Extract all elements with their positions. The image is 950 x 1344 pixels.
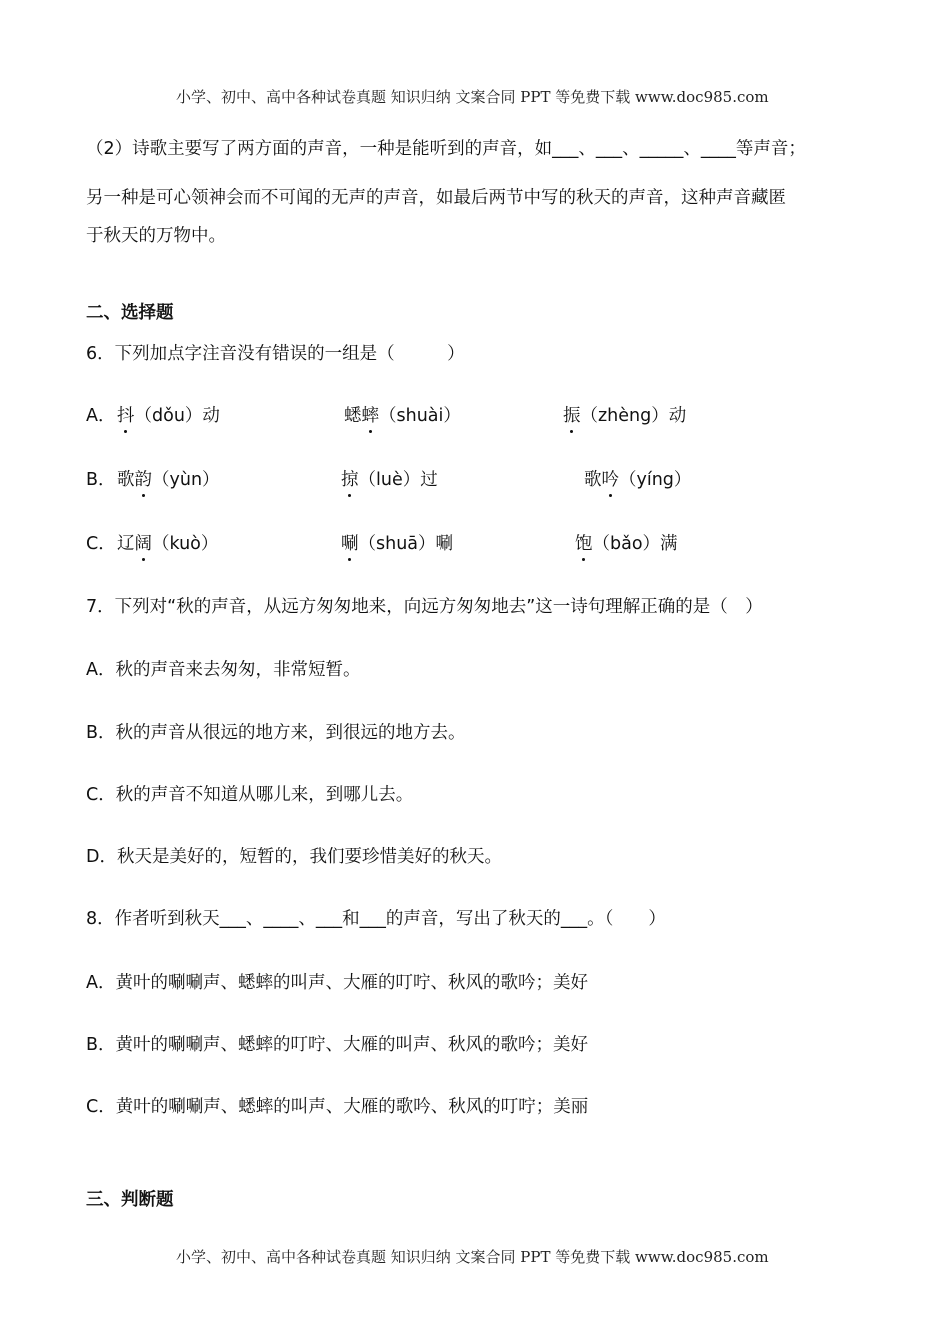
q7-option-b: B．秋的声音从很远的地方来，到很远的地方去。 (86, 723, 466, 743)
page-footer: 小学、初中、高中各种试卷真题 知识归纳 文案合同 PPT 等免费下载 www.doc985.com (176, 1248, 769, 1266)
dotted-char: 饱 (575, 534, 593, 554)
intro-line-3: 于秋天的万物中。 (86, 226, 226, 246)
q8-option-c: C．黄叶的唰唰声、蟋蟀的叫声、大雁的歌吟、秋风的叮咛；美丽 (86, 1097, 589, 1117)
dotted-char: 唰 (341, 534, 359, 554)
section-title-choice: 二、选择题 (86, 303, 174, 323)
section-title-judgement: 三、判断题 (86, 1190, 174, 1210)
q6-option-c-label: C． (86, 534, 116, 554)
q7-option-d: D．秋天是美好的，短暂的，我们要珍惜美好的秋天。 (86, 847, 502, 867)
q6-option-c-item-3 (575, 536, 678, 554)
intro-line-1: （2）诗歌主要写了两方面的声音，一种是能听到的声音，如___、___、_____、____等声音； (86, 139, 806, 159)
q8-option-b: B．黄叶的唰唰声、蟋蟀的叮咛、大雁的叫声、秋风的歌吟；美好 (86, 1035, 589, 1055)
q6-option-b-item-2 (341, 472, 438, 490)
pinyin-text: （shuài） (379, 406, 461, 426)
q6-option-c-item-2 (341, 536, 453, 554)
q6-option-c-item-1 (117, 536, 218, 554)
plain-char: 歌 (584, 470, 602, 490)
pinyin-text: （zhèng）动 (580, 406, 687, 426)
dotted-char: 抖 (117, 406, 135, 426)
q6-option-b-label: B． (86, 470, 116, 490)
pinyin-text: （shuā）唰 (358, 534, 454, 554)
dotted-char: 振 (563, 406, 581, 426)
pinyin-text: （kuò） (152, 534, 219, 554)
q8-option-a: A．黄叶的唰唰声、蟋蟀的叫声、大雁的叮咛、秋风的歌吟；美好 (86, 973, 588, 993)
dotted-char: 掠 (341, 470, 359, 490)
pinyin-text: （yíng） (619, 470, 692, 490)
pinyin-text: （bǎo）满 (592, 534, 678, 554)
q7-option-c: C．秋的声音不知道从哪儿来，到哪儿去。 (86, 785, 414, 805)
q6-option-b-item-3 (584, 472, 691, 490)
pinyin-text: （dǒu）动 (134, 406, 220, 426)
page-header: 小学、初中、高中各种试卷真题 知识归纳 文案合同 PPT 等免费下载 www.doc985.com (176, 88, 769, 106)
plain-char: 蟋 (344, 406, 362, 426)
pinyin-text: （yùn） (152, 470, 220, 490)
dotted-char: 蟀 (361, 406, 379, 426)
q6-option-a-item-3 (563, 408, 686, 426)
dotted-char: 吟 (601, 470, 619, 490)
q6-option-a-item-1 (117, 408, 220, 426)
plain-char: 辽 (117, 534, 135, 554)
dotted-char: 阔 (134, 534, 152, 554)
dotted-char: 韵 (134, 470, 152, 490)
q6-stem: 6．下列加点字注音没有错误的一组是（ ） (86, 344, 465, 364)
pinyin-text: （luè）过 (358, 470, 438, 490)
q7-stem: 7．下列对“秋的声音，从远方匆匆地来，向远方匆匆地去”这一诗句理解正确的是（ ） (86, 597, 763, 617)
q8-stem: 8．作者听到秋天___、____、___和___的声音，写出了秋天的___。（ ） (86, 909, 666, 929)
plain-char: 歌 (117, 470, 135, 490)
q6-option-a-item-2 (344, 408, 461, 426)
intro-line-2: 另一种是可心领神会而不可闻的无声的声音，如最后两节中写的秋天的声音，这种声音藏匿 (86, 188, 786, 208)
q6-option-b-item-1 (117, 472, 220, 490)
q6-option-a-label: A． (86, 406, 116, 426)
q7-option-a: A．秋的声音来去匆匆，非常短暂。 (86, 660, 361, 680)
